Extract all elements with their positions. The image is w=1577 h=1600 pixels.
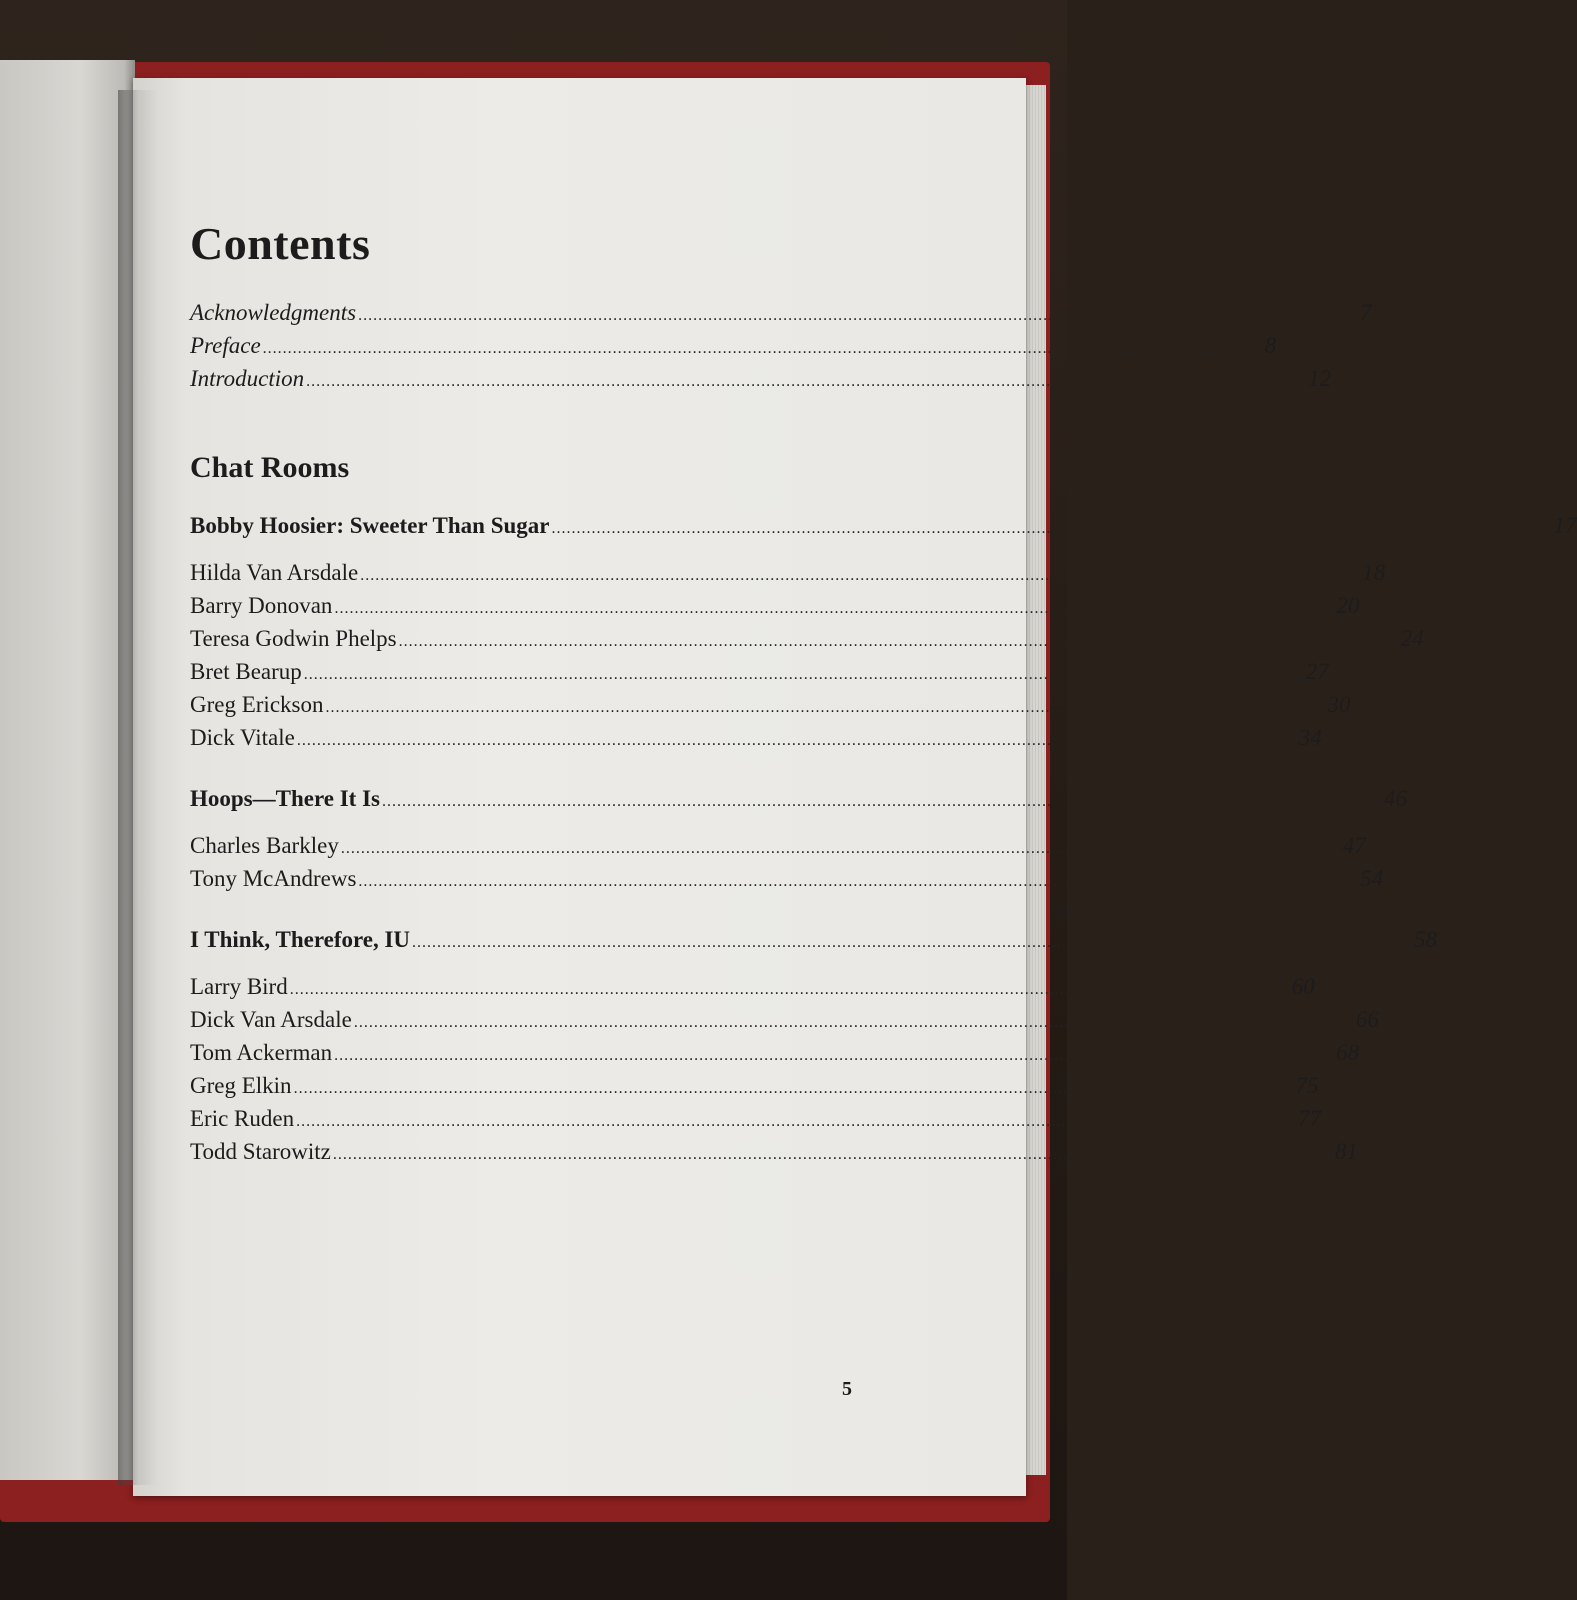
dot-leader: ........................................................................................................................................................................................................ [551,520,1552,537]
toc-entry-label: Acknowledgments [190,300,357,325]
toc-entry-label: Introduction [190,366,305,391]
section-title: Chat Rooms [190,451,350,484]
toc-entry-page: 68 [1336,1040,1360,1065]
dot-leader: ........................................................................................................................................................................................................ [334,1047,1335,1064]
dot-leader: ........................................................................................................................................................................................................ [296,732,1297,749]
toc-entry [190,1102,1322,1135]
toc-entry [190,862,1384,895]
dot-leader: ........................................................................................................................................................................................................ [296,1113,1297,1130]
toc-entry [190,556,1386,589]
toc-entry-page: 77 [1298,1106,1322,1131]
toc-entry-label: Dick Vitale [190,725,295,750]
table-of-contents [190,212,1577,1168]
toc-group [190,782,1407,895]
toc-entry-page: 54 [1360,866,1384,891]
toc-entry-label: Tom Ackerman [190,1040,333,1065]
toc-entry-page: 46 [1384,786,1407,811]
toc-entry [190,1036,1360,1069]
toc-entry [190,688,1351,721]
toc-entry-label: Bobby Hoosier: Sweeter Than Sugar [190,513,550,538]
toc-entry-label: Charles Barkley [190,833,339,858]
dot-leader: ........................................................................................................................................................................................................ [262,340,1263,357]
toc-entry-page: 17 [1553,513,1577,538]
toc-entry-page: 18 [1362,560,1386,585]
gutter-shadow [118,90,158,1485]
toc-entry-label: Teresa Godwin Phelps [190,626,397,651]
toc-entry [190,655,1329,688]
toc-chapter-heading [190,923,1438,956]
toc-entry-label: Greg Elkin [190,1073,292,1098]
toc-entry-label: Todd Starowitz [190,1139,331,1164]
dot-leader: ........................................................................................................................................................................................................ [334,600,1335,617]
toc-entry-page: 8 [1264,333,1277,358]
toc-entry [190,970,1315,1003]
dot-leader: ........................................................................................................................................................................................................ [306,373,1307,390]
toc-chapter-heading [190,782,1407,815]
dot-leader: ........................................................................................................................................................................................................ [332,1146,1333,1163]
dot-leader: ........................................................................................................................................................................................................ [382,793,1382,810]
dot-leader: ........................................................................................................................................................................................................ [412,934,1413,951]
toc-entry [190,362,1332,395]
toc-entry-label: Dick Van Arsdale [190,1007,352,1032]
dot-leader: ........................................................................................................................................................................................................ [293,1080,1294,1097]
dot-leader: ........................................................................................................................................................................................................ [303,666,1304,683]
toc-entry-page: 81 [1334,1139,1358,1164]
toc-entry-label: Hoops—There It Is [190,786,380,811]
toc-entry-page: 30 [1327,692,1351,717]
toc-entry-label: Hilda Van Arsdale [190,560,359,585]
toc-entry [190,829,1366,862]
dot-leader: ........................................................................................................................................................................................................ [289,981,1290,998]
toc-chapter-heading [190,509,1577,542]
toc-entry [190,622,1424,655]
dot-leader: ........................................................................................................................................................................................................ [398,633,1399,650]
toc-group [190,923,1438,1168]
toc-entry [190,589,1360,622]
toc-entry [190,296,1372,329]
toc-entry-label: Bret Bearup [190,659,302,684]
toc-entry-label: Larry Bird [190,974,288,999]
toc-entry-page: 24 [1400,626,1424,651]
toc-entry-page: 27 [1305,659,1329,684]
toc-entry [190,1069,1319,1102]
toc-entry-page: 47 [1342,833,1366,858]
left-page [0,60,135,1480]
toc-entry-page: 7 [1360,300,1372,325]
dot-leader: ........................................................................................................................................................................................................ [360,567,1361,584]
page-number: 5 [842,1378,852,1400]
page-edge [1024,85,1046,1475]
dot-leader: ........................................................................................................................................................................................................ [358,307,1359,324]
toc-entry-page: 66 [1355,1007,1379,1032]
toc-entry [190,1003,1379,1036]
dot-leader: ........................................................................................................................................................................................................ [325,699,1326,716]
toc-entry-page: 75 [1295,1073,1319,1098]
toc-entry-label: I Think, Therefore, IU [190,927,411,952]
toc-entry-label: Greg Erickson [190,692,324,717]
toc-entry-page: 60 [1291,974,1315,999]
toc-entry [190,721,1322,754]
toc-entry-label: Tony McAndrews [190,866,357,891]
toc-entry-label: Barry Donovan [190,593,333,618]
dot-leader: ........................................................................................................................................................................................................ [353,1014,1354,1031]
toc-entry-label: Preface [190,333,261,358]
toc-entry-label: Eric Ruden [190,1106,295,1131]
toc-entry-page: 58 [1414,927,1438,952]
toc-entry-page: 12 [1308,366,1332,391]
page-title: Contents [190,218,371,269]
toc-entry [190,1135,1358,1168]
dot-leader: ........................................................................................................................................................................................................ [340,840,1341,857]
front-matter-list [190,296,1372,395]
toc-group [190,509,1577,754]
toc-entry-page: 34 [1298,725,1322,750]
toc-entry [190,329,1277,362]
toc-entry-page: 20 [1336,593,1360,618]
dot-leader: ........................................................................................................................................................................................................ [358,873,1359,890]
